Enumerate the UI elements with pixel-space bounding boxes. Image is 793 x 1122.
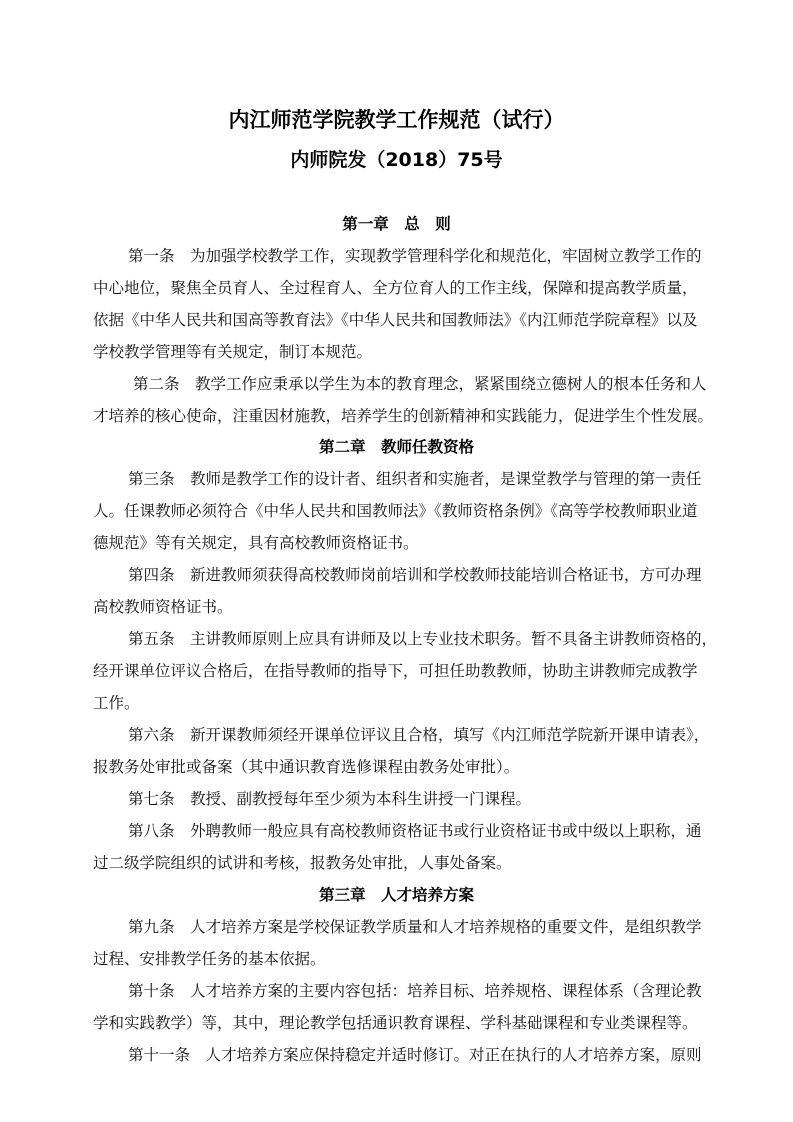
chapter-heading: 第一章 总 则 (342, 215, 451, 233)
paragraph-line: 过程、安排教学任务的基本依据。 (93, 950, 326, 968)
paragraph-line: 学和实践教学）等，其中，理论教学包括通识教育课程、学科基础课程和专业类课程等。 (93, 1014, 698, 1032)
paragraph-line: 第十一条 人才培养方案应保持稳定并适时修订。对正在执行的人才培养方案，原则 (128, 1046, 702, 1064)
paragraph-line: 第三条 教师是教学工作的设计者、组织者和实施者，是课堂教学与管理的第一责任 (128, 470, 702, 488)
chapter-heading: 第三章 人才培养方案 (318, 886, 474, 904)
paragraph-line: 第十条 人才培养方案的主要内容包括：培养目标、培养规格、课程体系（含理论教 (128, 982, 702, 1000)
paragraph-line: 工作。 (93, 694, 140, 712)
chapter-heading: 第二章 教师任教资格 (318, 438, 474, 456)
paragraph-line: 经开课单位评议合格后，在指导教师的指导下，可担任助教教师，协助主讲教师完成教学 (93, 662, 698, 680)
paragraph-line: 德规范》等有关规定，具有高校教师资格证书。 (93, 534, 419, 552)
paragraph-line: 报教务处审批或备案（其中通识教育选修课程由教务处审批）。 (93, 758, 520, 776)
paragraph-line: 第七条 教授、副教授每年至少须为本科生讲授一门课程。 (128, 790, 532, 808)
paragraph-line: 学校教学管理等有关规定，制订本规范。 (93, 343, 373, 361)
paragraph-line: 才培养的核心使命，注重因材施教，培养学生的创新精神和实践能力，促进学生个性发展。 (93, 407, 714, 425)
paragraph-line: 中心地位，聚焦全员育人、全过程育人、全方位育人的工作主线，保障和提高教学质量， (93, 279, 698, 297)
paragraph-line: 第二条 教学工作应秉承以学生为本的教育理念，紧紧围绕立德树人的根本任务和人 (133, 375, 707, 393)
paragraph-line: 第五条 主讲教师原则上应具有讲师及以上专业技术职务。暂不具备主讲教师资格的， (128, 630, 718, 648)
document-number: 内师院发（2018）75号 (290, 149, 503, 171)
paragraph-line: 第六条 新开课教师须经开课单位评议且合格，填写《内江师范学院新开课申请表》， (128, 726, 710, 744)
paragraph-line: 人。任课教师必须符合《中华人民共和国教师法》《教师资格条例》《高等学校教师职业道 (93, 502, 698, 520)
paragraph-line: 第四条 新进教师须获得高校教师岗前培训和学校教师技能培训合格证书，方可办理 (128, 566, 702, 584)
paragraph-line: 第八条 外聘教师一般应具有高校教师资格证书或行业资格证书或中级以上职称，通 (128, 822, 702, 840)
paragraph-line: 过二级学院组织的试讲和考核，报教务处审批，人事处备案。 (93, 854, 512, 872)
paragraph-line: 第九条 人才培养方案是学校保证教学质量和人才培养规格的重要文件，是组织教学 (128, 918, 702, 936)
paragraph-line: 第一条 为加强学校教学工作，实现教学管理科学化和规范化，牢固树立教学工作的 (128, 247, 702, 265)
document-title: 内江师范学院教学工作规范（试行） (228, 108, 565, 132)
paragraph-line: 高校教师资格证书。 (93, 598, 233, 616)
paragraph-line: 依据《中华人民共和国高等教育法》《中华人民共和国教师法》《内江师范学院章程》以及 (93, 311, 698, 329)
